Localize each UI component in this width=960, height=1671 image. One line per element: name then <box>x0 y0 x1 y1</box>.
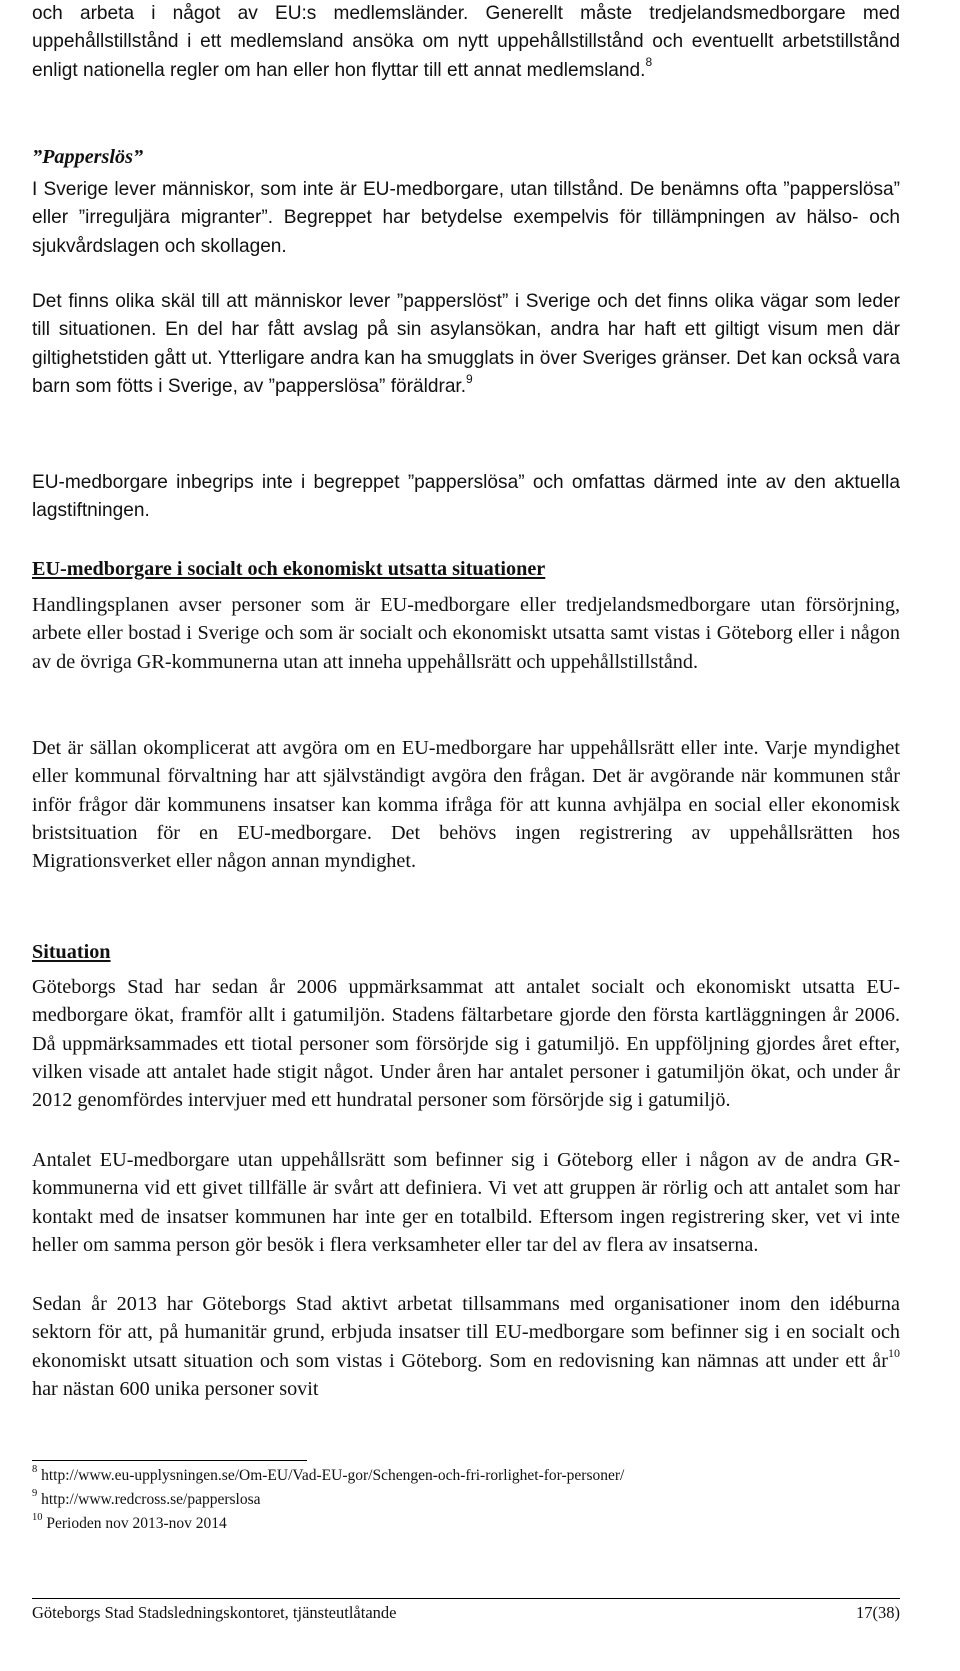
paragraph-residence-right: Det är sällan okomplicerat att avgöra om en EU-medborgare har uppehållsrätt eller inte. Varje myndighet eller kommunal förvaltning har att självständigt avgöra den frågan. Det är avgörande när kommunen står inför frågor där kommunens insatser kan komma ifråga för att kunna avhjälpa en social eller ekonomisk bristsituation för en EU-medborgare. Det behövs ingen registrering av uppehållsrätten hos Migrationsverket eller någon annan myndighet. <box>32 737 900 873</box>
footnote-ref-10: 10 <box>888 1345 900 1360</box>
footnote-number: 10 <box>32 1511 43 1523</box>
paragraph-idea-sector <box>32 1290 900 1403</box>
footnote-number: 9 <box>32 1487 38 1499</box>
paragraph-text: Det finns olika skäl till att människor lever ”papperslöst” i Sverige och det finns olika vägar som leder till situationen. En del har fått avslag på sin asylansökan, andra har haft ett giltigt visum men där giltighetstiden gått ut. Ytterligare andra kan ha smugglats in över Sveriges gränser. Det kan också vara barn som fötts i Sverige, av ”papperslösa” föräldrar. <box>32 291 900 397</box>
footnote-separator <box>32 1460 307 1461</box>
paragraph-text: och arbeta i något av EU:s medlemsländer. Generellt måste tredjelandsmedborgare med uppehållstillstånd i ett medlemsland ansöka om nytt uppehållstillstånd och eventuellt arbetstillstånd enligt nationella regler om han eller hon flyttar till ett annat medlemsland. <box>32 3 900 81</box>
paragraph-papperslosa-definition: I Sverige lever människor, som inte är EU-medborgare, utan tillstånd. De benämns ofta ”papperslösa” eller ”irreguljära migranter”. Begreppet har betydelse exempelvis för tillämpningen av hälso- och sjukvårdslagen och skollagen. <box>32 179 900 257</box>
footer-source: Göteborgs Stad Stadsledningskontoret, tjänsteutlåtande <box>32 1603 397 1622</box>
paragraph-text: Sedan år 2013 har Göteborgs Stad aktivt arbetat tillsammans med organisationer inom den idéburna sektorn för att, på humanitär grund, erbjuda insatser till EU-medborgare som befinner sig i en socialt och ekonomiskt utsatt situation och som vistas i Göteborg. Som en redovisning kan nämnas att under ett år <box>32 1293 900 1372</box>
footnote-link[interactable]: http://www.eu-upplysningen.se/Om-EU/Vad-EU-gor/Schengen-och-fri-rorlighet-for-personer/ <box>41 1467 625 1484</box>
paragraph-action-plan-scope: Handlingsplanen avser personer som är EU-medborgare eller tredjelandsmedborgare utan försörjning, arbete eller bostad i Sverige och som är socialt och ekonomiskt utsatta samt vistas i Göteborg eller i någon av de övriga GR-kommunerna utan att inneha uppehållsrätt och uppehållstillstånd. <box>32 594 900 673</box>
footnote-ref-9: 9 <box>466 371 473 386</box>
footnote-9 <box>32 1487 261 1510</box>
paragraph-situation-history: Göteborgs Stad har sedan år 2006 uppmärksammat att antalet socialt och ekonomiskt utsatta EU-medborgare ökat, framför allt i gatumiljön. Stadens fältarbetare gjorde den första kartläggningen år 2006. Då uppmärksammades ett tiotal personer som försörjde sig i gatumiljö. En uppföljning gjordes året efter, vilken visade att antalet hade stigit något. Under åren har antalet personer i gatumiljön ökat, och under år 2012 genomfördes intervjuer med ett hundratal personer som försörjde sig i gatumiljö. <box>32 976 900 1112</box>
footer-separator <box>32 1598 900 1599</box>
footnote-link[interactable]: http://www.redcross.se/papperslosa <box>41 1491 261 1508</box>
paragraph-text-cont: har nästan 600 unika personer sovit <box>32 1377 319 1400</box>
heading-situation: Situation <box>32 941 111 963</box>
footnote-text: Perioden nov 2013-nov 2014 <box>46 1515 227 1532</box>
paragraph-papperslosa-reasons <box>32 288 900 401</box>
heading-eu-vulnerable: EU-medborgare i socialt och ekonomiskt utsatta situationer <box>32 558 546 580</box>
paragraph-eu-excluded: EU-medborgare inbegrips inte i begreppet ”papperslösa” och omfattas därmed inte av den aktuella lagstiftningen. <box>32 472 900 522</box>
paragraph-situation-count: Antalet EU-medborgare utan uppehållsrätt som befinner sig i Göteborg eller i någon av de andra GR-kommunerna vid ett givet tillfälle är svårt att definiera. Vi vet att gruppen är rörlig och att antalet som har kontakt med de insatser kommunen har inte ger en totalbild. Eftersom ingen registrering sker, vet vi inte heller om samma person gör besök i flera verksamheter eller tar del av flera av insatserna. <box>32 1149 900 1256</box>
page-number: 17(38) <box>856 1603 900 1622</box>
footnote-ref-8: 8 <box>645 55 653 70</box>
paragraph-eu-residence <box>32 0 900 85</box>
footnote-8 <box>32 1463 625 1486</box>
footnote-10 <box>32 1511 227 1534</box>
heading-papperslos: ”Papperslös” <box>32 146 144 168</box>
footnote-number: 8 <box>32 1463 38 1475</box>
